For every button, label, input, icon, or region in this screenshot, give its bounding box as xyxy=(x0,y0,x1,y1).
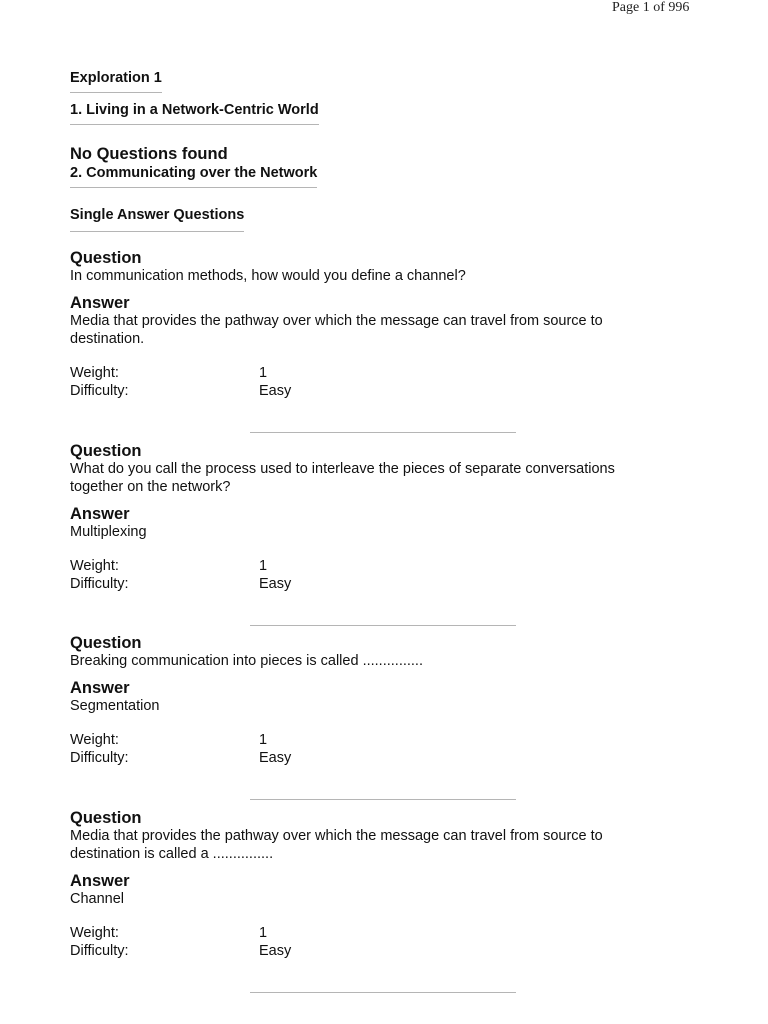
question-text: Media that provides the pathway over which the message can travel from source to destination is called a ............... xyxy=(70,828,603,862)
weight-label: Weight: xyxy=(70,558,119,574)
page-number: Page 1 of 996 xyxy=(612,0,690,15)
answer-label: Answer xyxy=(70,505,130,523)
weight-label: Weight: xyxy=(70,925,119,941)
chapter1-title: 1. Living in a Network-Centric World xyxy=(70,102,319,125)
answer-text: Media that provides the pathway over which the message can travel from source to destination. xyxy=(70,313,603,347)
question-card xyxy=(70,634,710,767)
question-label: Question xyxy=(70,442,142,460)
weight-value: 1 xyxy=(259,925,268,941)
question-meta xyxy=(70,731,710,767)
chapter2-title: 2. Communicating over the Network xyxy=(70,165,317,188)
question-card xyxy=(70,249,710,400)
difficulty-value: Easy xyxy=(259,576,292,592)
difficulty-value: Easy xyxy=(259,943,292,959)
difficulty-label: Difficulty: xyxy=(70,750,129,766)
answer-label: Answer xyxy=(70,872,130,890)
question-text: In communication methods, how would you define a channel? xyxy=(70,268,466,284)
question-divider xyxy=(250,625,516,626)
difficulty-value: Easy xyxy=(259,383,292,399)
question-card xyxy=(70,442,710,593)
answer-label: Answer xyxy=(70,679,130,697)
question-text: What do you call the process used to interleave the pieces of separate conversations together on the network? xyxy=(70,461,615,495)
subsection-heading xyxy=(70,206,244,232)
weight-value: 1 xyxy=(259,732,268,748)
question-text: Breaking communication into pieces is called ............... xyxy=(70,653,423,669)
chapter2-heading xyxy=(70,164,317,188)
question-label: Question xyxy=(70,249,142,267)
weight-label: Weight: xyxy=(70,365,119,381)
question-divider xyxy=(250,432,516,433)
question-meta xyxy=(70,557,710,593)
subsection-title: Single Answer Questions xyxy=(70,207,244,232)
answer-label: Answer xyxy=(70,294,130,312)
exploration-heading xyxy=(70,69,162,93)
difficulty-label: Difficulty: xyxy=(70,576,129,592)
answer-text: Channel xyxy=(70,891,125,907)
question-label: Question xyxy=(70,634,142,652)
weight-label: Weight: xyxy=(70,732,119,748)
chapter1-heading xyxy=(70,101,319,125)
weight-value: 1 xyxy=(259,558,268,574)
no-questions-notice: No Questions found xyxy=(70,145,228,163)
difficulty-label: Difficulty: xyxy=(70,943,129,959)
difficulty-label: Difficulty: xyxy=(70,383,129,399)
question-label: Question xyxy=(70,809,142,827)
question-meta xyxy=(70,924,710,960)
answer-text: Segmentation xyxy=(70,698,160,714)
exploration-title: Exploration 1 xyxy=(70,70,162,93)
difficulty-value: Easy xyxy=(259,750,292,766)
answer-text: Multiplexing xyxy=(70,524,147,540)
question-meta xyxy=(70,364,710,400)
weight-value: 1 xyxy=(259,365,268,381)
question-divider xyxy=(250,799,516,800)
question-card xyxy=(70,809,710,960)
question-divider xyxy=(250,992,516,993)
